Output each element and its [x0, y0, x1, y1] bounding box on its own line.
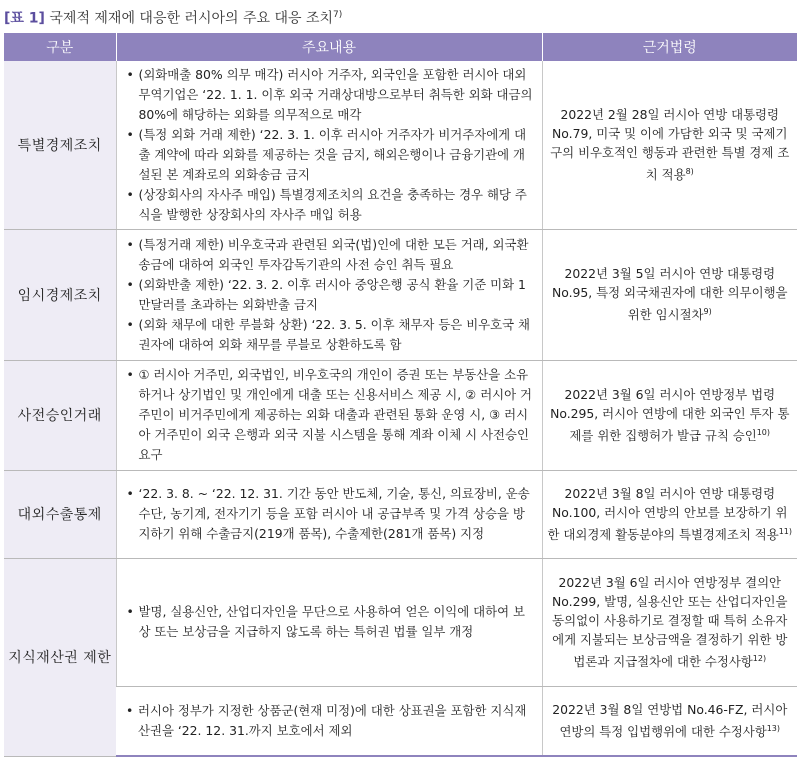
content-item: • (상장회사의 자사주 매입) 특별경제조치의 요건을 충족하는 경우 해당 주식을 발행한 상장회사의 자사주 매입 허용	[125, 185, 536, 225]
table-row	[4, 61, 797, 229]
row-basis	[542, 360, 797, 470]
basis-footnote: 11)	[778, 526, 792, 536]
basis-text: 2022년 3월 5일 러시아 연방 대통령령 No.95, 특정 외국채권자에 대한 의무이행을 위한 임시절차	[551, 266, 788, 323]
content-item: • (특정 외화 거래 제한) ‘22. 3. 1. 이후 러시아 거주자가 비거주자에게 대출 계약에 따라 외화를 제공하는 것을 금지, 해외은행이나 금융기관에 개설된 본 계좌로의 외화송금 금지	[125, 125, 536, 185]
table-row	[4, 558, 797, 686]
table-row	[4, 360, 797, 470]
content-item: • (외화반출 제한) ‘22. 3. 2. 이후 러시아 중앙은행 공식 환율 기준 미화 1만달러를 초과하는 외화반출 금지	[125, 275, 536, 315]
table-row	[4, 686, 797, 756]
row-category: 특별경제조치	[4, 61, 116, 229]
table-title: 국제적 제재에 대응한 러시아의 주요 대응 조치	[49, 10, 334, 27]
content-item: • ‘22. 3. 8. ~ ‘22. 12. 31. 기간 동안 반도체, 기술, 통신, 의료장비, 운송수단, 농기계, 전자기기 등을 포함 러시아 내 공급부족 및 가격 상승을 방지하기 위해 수출금지(219개 품목), 수출제한(281개 품목) 지정	[125, 484, 536, 544]
header-category: 구분	[4, 33, 116, 61]
content-item: • 발명, 실용신안, 산업디자인을 무단으로 사용하여 얻은 이익에 대하여 보상 또는 보상금을 지급하지 않도록 하는 특허권 법률 일부 개정	[125, 602, 536, 642]
content-item: • (특정거래 제한) 비우호국과 관련된 외국(법)인에 대한 모든 거래, 외국환 송금에 대하여 외국인 투자감독기관의 사전 승인 취득 필요	[125, 235, 536, 275]
header-content: 주요내용	[116, 33, 542, 61]
basis-text: 2022년 3월 6일 러시아 연방정부 결의안 No.299, 발명, 실용신안 또는 산업디자인을 동의없이 사용하기로 결정할 때 특허 소유자에게 지불되는 보상금액을 결정하기 위한 방법론과 지급절차에 대한 수정사항	[552, 574, 788, 670]
header-basis: 근거법령	[542, 33, 797, 61]
content-item: • 러시아 정부가 지정한 상품군(현재 미정)에 대한 상표권을 포함한 지식재산권을 ‘22. 12. 31.까지 보호에서 제외	[124, 701, 536, 741]
basis-footnote: 9)	[703, 307, 712, 317]
row-content	[116, 558, 542, 686]
caption-footnote: 7)	[333, 10, 343, 20]
table-row	[4, 470, 797, 558]
row-category: 지식재산권 제한	[4, 558, 116, 756]
table-row	[4, 229, 797, 360]
row-content	[116, 470, 542, 558]
content-item: • (외화매출 80% 의무 매각) 러시아 거주자, 외국인을 포함한 러시아 대외무역기업은 ‘22. 1. 1. 이후 외국 거래상대방으로부터 취득한 외화 대금의 80%에 해당하는 외화를 의무적으로 매각	[125, 65, 536, 125]
basis-footnote: 10)	[756, 427, 771, 437]
row-category: 대외수출통제	[4, 470, 116, 558]
basis-text: 2022년 3월 6일 러시아 연방정부 법령 No.295, 러시아 연방에 대한 외국인 투자 통제를 위한 집행허가 발급 규칙 승인	[550, 386, 790, 444]
content-item: • ① 러시아 거주민, 외국법인, 비우호국의 개인이 증권 또는 부동산을 소유하거나 상기법인 및 개인에게 대출 또는 신용서비스 제공 시, ② 러시아 거주민이 비거주민에게 제공하는 외화 대출과 관련된 통화 운영 시, ③ 러시아 거주민이 외국 은행과 외국 지불 시스템을 통해 계좌 이체 시 사전승인 요구	[125, 365, 536, 465]
row-category: 사전승인거래	[4, 360, 116, 470]
basis-text: 2022년 3월 8일 연방법 No.46-FZ, 러시아 연방의 특정 입법행위에 대한 수정사항	[552, 702, 788, 740]
basis-footnote: 13)	[766, 724, 781, 734]
row-basis	[542, 470, 797, 558]
row-basis	[542, 686, 797, 756]
basis-text: 2022년 3월 8일 러시아 연방 대통령령 No.100, 러시아 연방의 안보를 보장하기 위한 대외경제 활동분야의 특별경제조치 적용	[547, 485, 788, 543]
row-category: 임시경제조치	[4, 229, 116, 360]
row-content	[116, 61, 542, 229]
row-content	[116, 360, 542, 470]
row-basis	[542, 61, 797, 229]
basis-footnote: 8)	[685, 167, 694, 177]
table-caption	[4, 2, 342, 28]
row-basis	[542, 558, 797, 686]
table-header-row	[4, 33, 797, 61]
basis-text: 2022년 2월 28일 러시아 연방 대통령령 No.79, 미국 및 이에 가담한 외국 및 국제기구의 비우호적인 행동과 관련한 특별 경제 조치 적용	[550, 107, 790, 183]
sanctions-response-table	[4, 33, 797, 757]
row-content	[116, 686, 542, 756]
content-item: • (외화 채무에 대한 루블화 상환) ‘22. 3. 5. 이후 채무자 등은 비우호국 채권자에 대하여 외화 채무를 루블로 상환하도록 함	[125, 315, 536, 355]
basis-footnote: 12)	[752, 653, 767, 663]
row-basis	[542, 229, 797, 360]
row-content	[116, 229, 542, 360]
table-number: [표 1]	[4, 10, 45, 27]
